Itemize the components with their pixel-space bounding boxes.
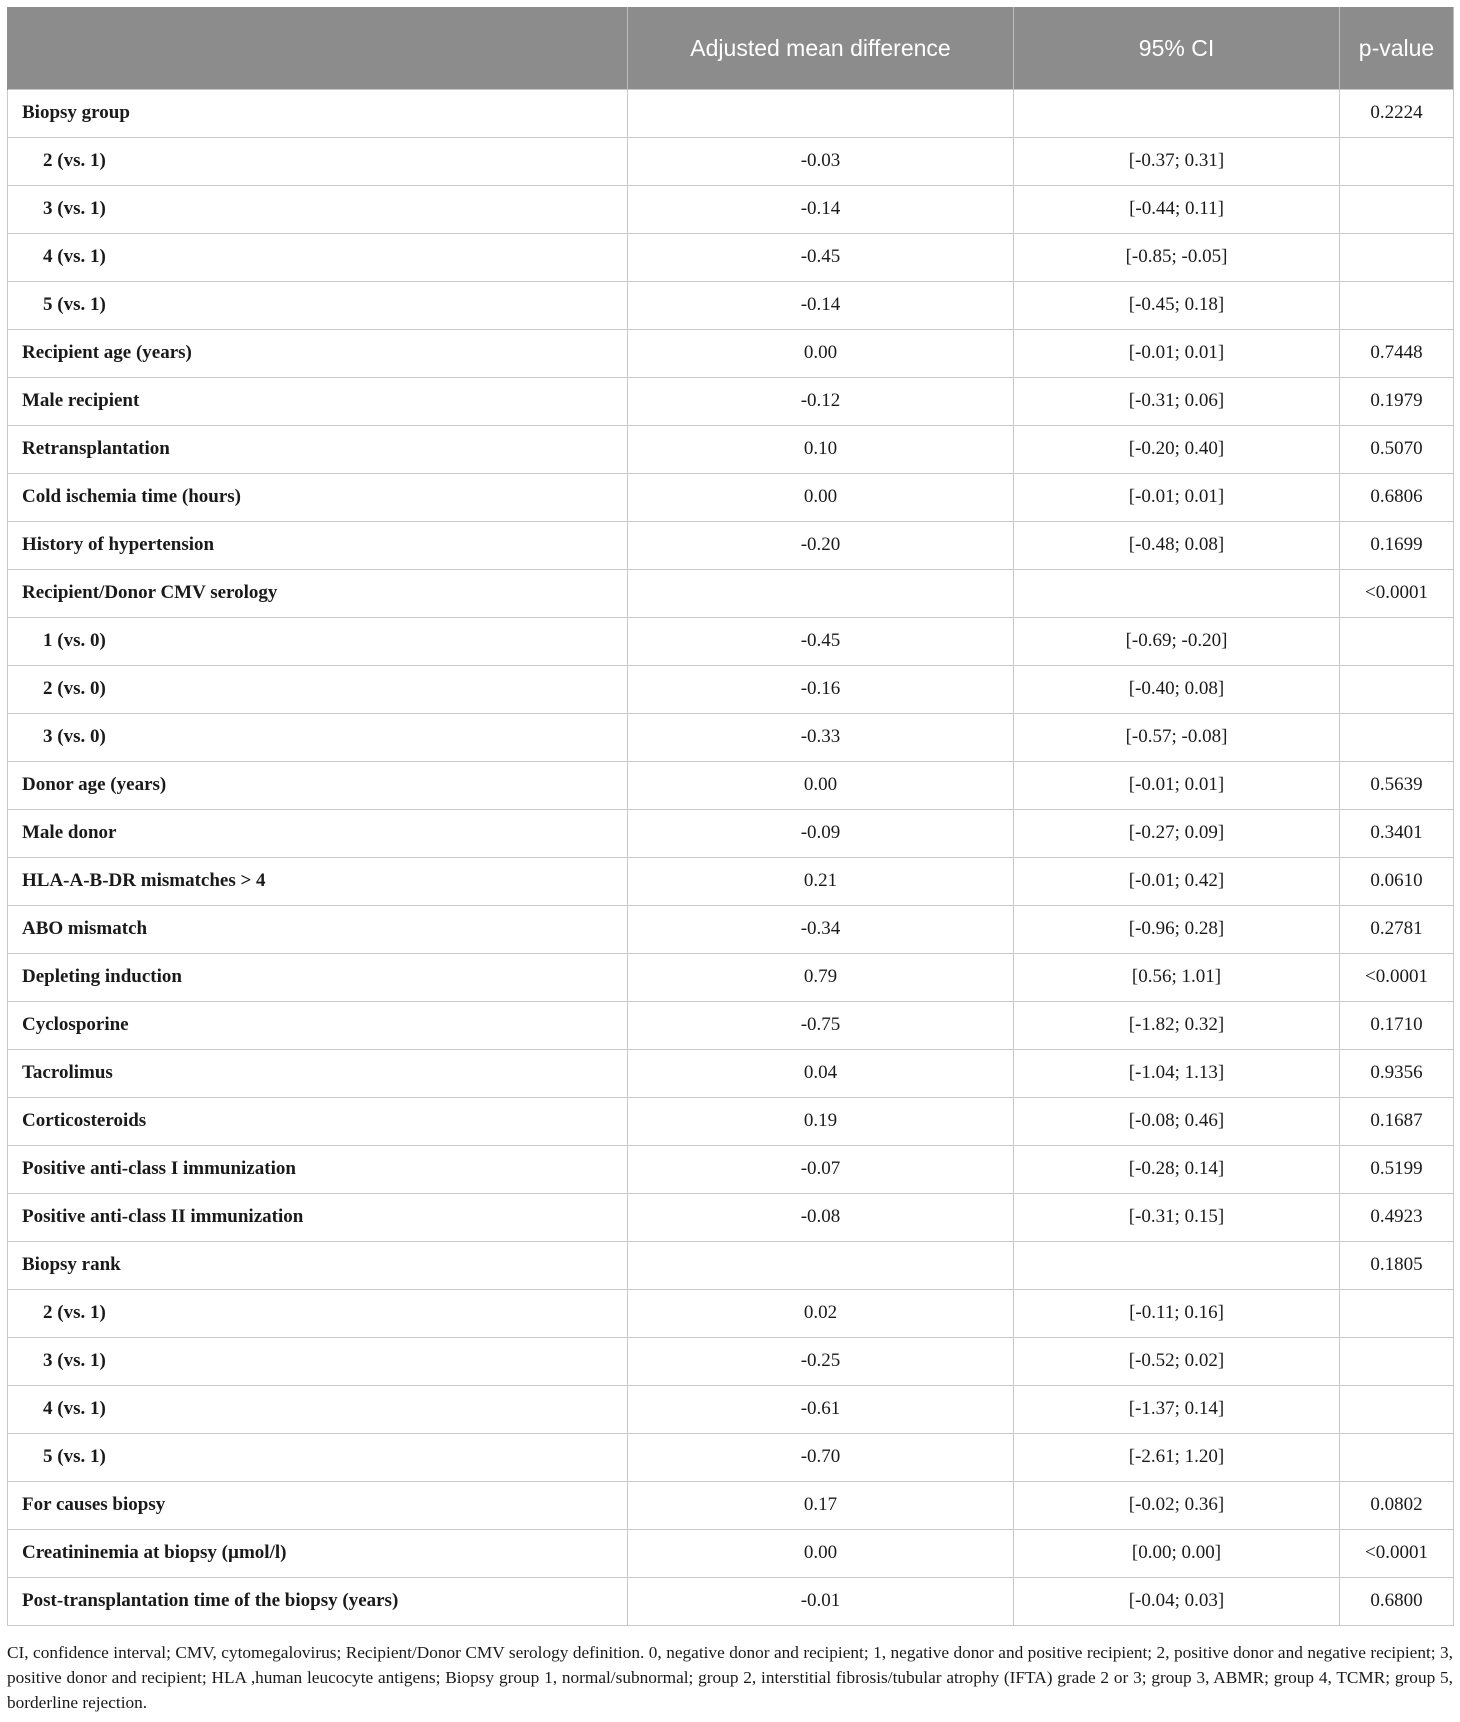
cell-adjusted-mean-difference: -0.09 (628, 809, 1014, 857)
header-95-ci: 95% CI (1014, 7, 1340, 89)
cell-95-ci: [-0.01; 0.42] (1014, 857, 1340, 905)
cell-p-value: 0.3401 (1340, 809, 1454, 857)
cell-variable: 3 (vs. 1) (8, 185, 628, 233)
header-adjusted-mean-difference: Adjusted mean difference (628, 7, 1014, 89)
cell-p-value: 0.2224 (1340, 89, 1454, 137)
cell-95-ci: [-0.48; 0.08] (1014, 521, 1340, 569)
cell-95-ci: [-0.20; 0.40] (1014, 425, 1340, 473)
cell-95-ci (1014, 1241, 1340, 1289)
cell-variable: 4 (vs. 1) (8, 233, 628, 281)
cell-p-value (1340, 617, 1454, 665)
cell-p-value (1340, 665, 1454, 713)
cell-variable: 3 (vs. 0) (8, 713, 628, 761)
table-row (8, 521, 1454, 569)
cell-95-ci: [-0.44; 0.11] (1014, 185, 1340, 233)
cell-95-ci: [-0.31; 0.15] (1014, 1193, 1340, 1241)
header-p-value: p-value (1340, 7, 1454, 89)
table-row (8, 1289, 1454, 1337)
cell-p-value (1340, 1289, 1454, 1337)
cell-95-ci: [-0.01; 0.01] (1014, 329, 1340, 377)
cell-p-value (1340, 1337, 1454, 1385)
cell-95-ci: [-0.57; -0.08] (1014, 713, 1340, 761)
cell-adjusted-mean-difference: 0.10 (628, 425, 1014, 473)
cell-p-value: 0.5199 (1340, 1145, 1454, 1193)
cell-variable: Retransplantation (8, 425, 628, 473)
table-row (8, 185, 1454, 233)
cell-variable: Biopsy group (8, 89, 628, 137)
cell-adjusted-mean-difference: -0.14 (628, 185, 1014, 233)
table-row (8, 137, 1454, 185)
cell-95-ci: [-0.52; 0.02] (1014, 1337, 1340, 1385)
table-row (8, 281, 1454, 329)
cell-p-value (1340, 1385, 1454, 1433)
cell-variable: Positive anti-class I immunization (8, 1145, 628, 1193)
cell-95-ci: [-2.61; 1.20] (1014, 1433, 1340, 1481)
cell-95-ci: [-0.04; 0.03] (1014, 1577, 1340, 1625)
table-row (8, 1193, 1454, 1241)
cell-variable: Corticosteroids (8, 1097, 628, 1145)
cell-p-value: 0.1805 (1340, 1241, 1454, 1289)
cell-adjusted-mean-difference: -0.34 (628, 905, 1014, 953)
cell-95-ci: [-1.82; 0.32] (1014, 1001, 1340, 1049)
cell-p-value: 0.2781 (1340, 905, 1454, 953)
table-row (8, 377, 1454, 425)
results-table (7, 7, 1454, 1626)
cell-95-ci: [-0.01; 0.01] (1014, 473, 1340, 521)
cell-p-value: 0.0610 (1340, 857, 1454, 905)
cell-variable: HLA-A-B-DR mismatches > 4 (8, 857, 628, 905)
cell-95-ci: [-0.08; 0.46] (1014, 1097, 1340, 1145)
cell-p-value: 0.0802 (1340, 1481, 1454, 1529)
cell-adjusted-mean-difference: 0.02 (628, 1289, 1014, 1337)
cell-adjusted-mean-difference: 0.19 (628, 1097, 1014, 1145)
cell-95-ci: [-0.27; 0.09] (1014, 809, 1340, 857)
cell-95-ci: [-0.40; 0.08] (1014, 665, 1340, 713)
cell-95-ci: [0.00; 0.00] (1014, 1529, 1340, 1577)
header-row (8, 7, 1454, 89)
cell-95-ci: [-0.69; -0.20] (1014, 617, 1340, 665)
cell-variable: Tacrolimus (8, 1049, 628, 1097)
cell-variable: History of hypertension (8, 521, 628, 569)
table-row (8, 425, 1454, 473)
cell-adjusted-mean-difference: -0.45 (628, 233, 1014, 281)
cell-adjusted-mean-difference: -0.12 (628, 377, 1014, 425)
results-table-container (7, 7, 1453, 1626)
cell-adjusted-mean-difference: 0.00 (628, 473, 1014, 521)
cell-variable: ABO mismatch (8, 905, 628, 953)
cell-variable: 2 (vs. 0) (8, 665, 628, 713)
cell-adjusted-mean-difference: 0.04 (628, 1049, 1014, 1097)
cell-adjusted-mean-difference: 0.21 (628, 857, 1014, 905)
cell-variable: Cyclosporine (8, 1001, 628, 1049)
table-row (8, 1049, 1454, 1097)
cell-adjusted-mean-difference (628, 569, 1014, 617)
table-row (8, 1097, 1454, 1145)
cell-variable: Cold ischemia time (hours) (8, 473, 628, 521)
cell-variable: 2 (vs. 1) (8, 137, 628, 185)
cell-95-ci: [-0.31; 0.06] (1014, 377, 1340, 425)
cell-adjusted-mean-difference: 0.00 (628, 1529, 1014, 1577)
table-row (8, 905, 1454, 953)
table-row (8, 809, 1454, 857)
cell-p-value: <0.0001 (1340, 569, 1454, 617)
cell-p-value (1340, 1433, 1454, 1481)
table-row (8, 713, 1454, 761)
cell-p-value (1340, 137, 1454, 185)
table-row (8, 1385, 1454, 1433)
cell-variable: Creatininemia at biopsy (µmol/l) (8, 1529, 628, 1577)
table-row (8, 1433, 1454, 1481)
cell-p-value: 0.6806 (1340, 473, 1454, 521)
cell-adjusted-mean-difference: -0.07 (628, 1145, 1014, 1193)
cell-adjusted-mean-difference (628, 89, 1014, 137)
cell-95-ci (1014, 89, 1340, 137)
cell-adjusted-mean-difference: -0.61 (628, 1385, 1014, 1433)
cell-adjusted-mean-difference: -0.20 (628, 521, 1014, 569)
table-header (8, 7, 1454, 89)
cell-variable: For causes biopsy (8, 1481, 628, 1529)
cell-variable: Depleting induction (8, 953, 628, 1001)
cell-variable: Post-transplantation time of the biopsy (years) (8, 1577, 628, 1625)
cell-variable: 3 (vs. 1) (8, 1337, 628, 1385)
cell-variable: 2 (vs. 1) (8, 1289, 628, 1337)
table-row (8, 1577, 1454, 1625)
cell-adjusted-mean-difference: -0.45 (628, 617, 1014, 665)
cell-adjusted-mean-difference: 0.00 (628, 329, 1014, 377)
cell-95-ci: [-0.02; 0.36] (1014, 1481, 1340, 1529)
table-row (8, 1337, 1454, 1385)
table-row (8, 761, 1454, 809)
cell-variable: Recipient/Donor CMV serology (8, 569, 628, 617)
cell-adjusted-mean-difference: 0.17 (628, 1481, 1014, 1529)
table-body (8, 89, 1454, 1625)
cell-variable: 1 (vs. 0) (8, 617, 628, 665)
cell-adjusted-mean-difference: -0.16 (628, 665, 1014, 713)
cell-95-ci: [-0.37; 0.31] (1014, 137, 1340, 185)
cell-adjusted-mean-difference: 0.79 (628, 953, 1014, 1001)
table-footnote: CI, confidence interval; CMV, cytomegalovirus; Recipient/Donor CMV serology definition. 0, negative donor and recipient; 1, negative donor and positive recipient; 2, positive donor and negative recipient; 3, positive donor and recipient; HLA ,human leucocyte antigens; Biopsy group 1, normal/subnormal; group 2, interstitial fibrosis/tubular atrophy (IFTA) grade 2 or 3; group 3, ABMR; group 4, TCMR; group 5, borderline rejection. (7, 1643, 1453, 1712)
cell-95-ci: [-1.04; 1.13] (1014, 1049, 1340, 1097)
cell-p-value (1340, 281, 1454, 329)
table-row (8, 473, 1454, 521)
cell-p-value: <0.0001 (1340, 1529, 1454, 1577)
table-row (8, 617, 1454, 665)
table-row (8, 857, 1454, 905)
cell-adjusted-mean-difference (628, 1241, 1014, 1289)
cell-variable: Recipient age (years) (8, 329, 628, 377)
cell-p-value: 0.4923 (1340, 1193, 1454, 1241)
cell-95-ci: [-0.28; 0.14] (1014, 1145, 1340, 1193)
cell-variable: Biopsy rank (8, 1241, 628, 1289)
cell-95-ci: [0.56; 1.01] (1014, 953, 1340, 1001)
table-row (8, 1241, 1454, 1289)
cell-adjusted-mean-difference: -0.08 (628, 1193, 1014, 1241)
cell-95-ci: [-1.37; 0.14] (1014, 1385, 1340, 1433)
cell-adjusted-mean-difference: -0.70 (628, 1433, 1014, 1481)
cell-95-ci: [-0.45; 0.18] (1014, 281, 1340, 329)
table-row (8, 329, 1454, 377)
cell-p-value: 0.9356 (1340, 1049, 1454, 1097)
table-row (8, 233, 1454, 281)
cell-variable: Positive anti-class II immunization (8, 1193, 628, 1241)
cell-variable: Donor age (years) (8, 761, 628, 809)
cell-adjusted-mean-difference: -0.14 (628, 281, 1014, 329)
cell-adjusted-mean-difference: -0.25 (628, 1337, 1014, 1385)
cell-p-value: 0.1687 (1340, 1097, 1454, 1145)
cell-p-value: <0.0001 (1340, 953, 1454, 1001)
cell-95-ci: [-0.85; -0.05] (1014, 233, 1340, 281)
cell-95-ci (1014, 569, 1340, 617)
cell-adjusted-mean-difference: 0.00 (628, 761, 1014, 809)
cell-p-value: 0.6800 (1340, 1577, 1454, 1625)
cell-95-ci: [-0.11; 0.16] (1014, 1289, 1340, 1337)
cell-variable: 5 (vs. 1) (8, 281, 628, 329)
table-row (8, 1529, 1454, 1577)
cell-adjusted-mean-difference: -0.75 (628, 1001, 1014, 1049)
table-row (8, 665, 1454, 713)
table-row (8, 569, 1454, 617)
cell-adjusted-mean-difference: -0.01 (628, 1577, 1014, 1625)
cell-p-value (1340, 185, 1454, 233)
cell-variable: Male donor (8, 809, 628, 857)
table-row (8, 1145, 1454, 1193)
table-row (8, 89, 1454, 137)
cell-p-value: 0.1699 (1340, 521, 1454, 569)
table-row (8, 1001, 1454, 1049)
cell-variable: 4 (vs. 1) (8, 1385, 628, 1433)
cell-variable: 5 (vs. 1) (8, 1433, 628, 1481)
table-row (8, 953, 1454, 1001)
cell-95-ci: [-0.96; 0.28] (1014, 905, 1340, 953)
table-row (8, 1481, 1454, 1529)
cell-p-value: 0.5639 (1340, 761, 1454, 809)
cell-p-value (1340, 713, 1454, 761)
cell-p-value: 0.1710 (1340, 1001, 1454, 1049)
cell-p-value: 0.5070 (1340, 425, 1454, 473)
header-variable (8, 7, 628, 89)
cell-p-value (1340, 233, 1454, 281)
cell-adjusted-mean-difference: -0.03 (628, 137, 1014, 185)
cell-adjusted-mean-difference: -0.33 (628, 713, 1014, 761)
cell-variable: Male recipient (8, 377, 628, 425)
cell-p-value: 0.7448 (1340, 329, 1454, 377)
cell-95-ci: [-0.01; 0.01] (1014, 761, 1340, 809)
cell-p-value: 0.1979 (1340, 377, 1454, 425)
